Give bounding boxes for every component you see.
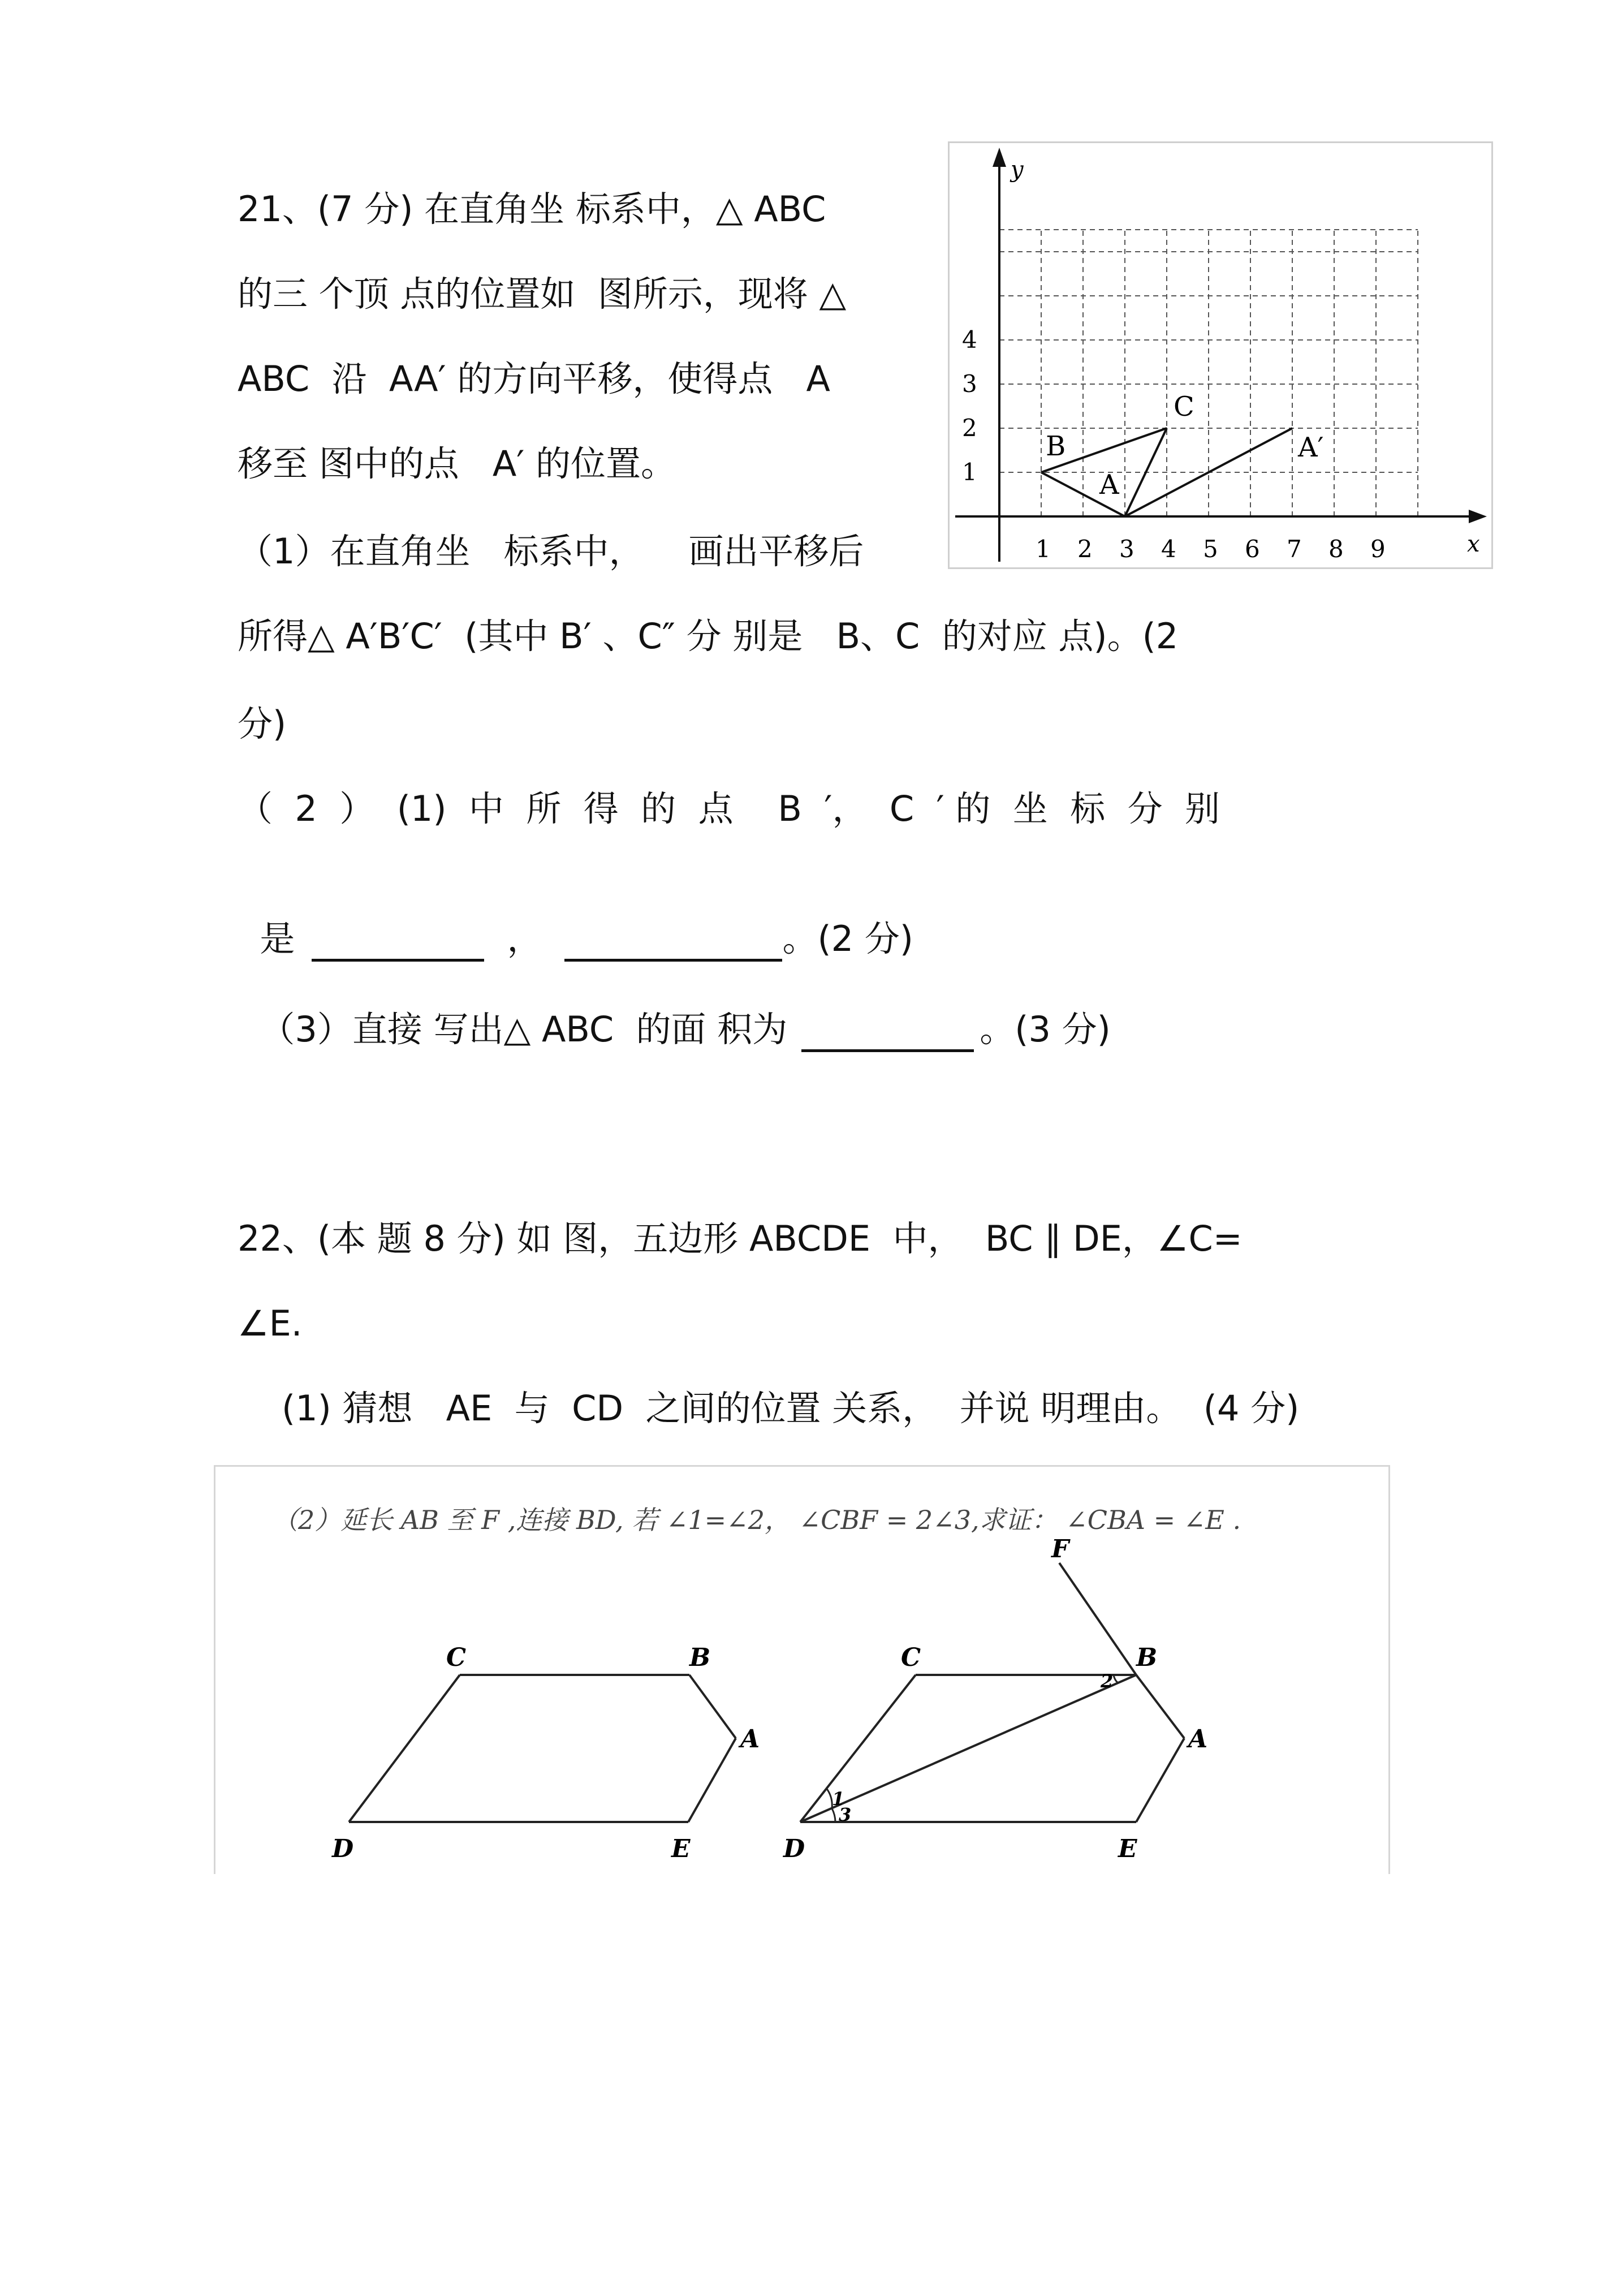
point-label: B	[1046, 430, 1066, 462]
pentagon-figures-svg	[215, 1467, 1388, 1874]
y-tick-label: 4	[962, 326, 977, 354]
angle-arc-1	[826, 1788, 832, 1808]
x-tick-label: 2	[1077, 535, 1093, 563]
segment-ba-2	[1136, 1675, 1184, 1738]
q21-line-10-prefix: （3）直接 写出△ ABC 的面 积为	[260, 1009, 788, 1050]
segment-ae-2	[1136, 1738, 1184, 1822]
q22-line-2: ∠E.	[238, 1303, 303, 1344]
point-label: A	[1099, 469, 1119, 501]
pentagon-figure-panel	[214, 1465, 1390, 1874]
point-label: A′	[1298, 432, 1324, 463]
y-tick-label: 2	[962, 414, 977, 442]
figure-caption: （2）延长 AB 至 F ,连接 BD, 若 ∠1=∠2， ∠CBF = 2∠3,求证： ∠CBA = ∠E .	[272, 1505, 1241, 1535]
q21-line-9-suffix: 。(2 分)	[782, 918, 913, 959]
fig1-label-e: E	[671, 1834, 691, 1863]
q21-line-2: 的三 个顶 点的位置如 图所示，现将 △	[238, 273, 847, 315]
q21-line-3: ABC 沿 AA′ 的方向平移，使得点 A	[238, 358, 830, 399]
fig1-label-c: C	[446, 1643, 467, 1672]
angle-label-2: 2	[1101, 1670, 1114, 1692]
segment-ba	[689, 1675, 736, 1738]
segment-bd	[800, 1675, 1136, 1822]
fig1-label-b: B	[689, 1643, 711, 1672]
coordinate-grid-figure	[948, 141, 1493, 569]
angle-arc-2	[1114, 1675, 1118, 1683]
answer-blank-area[interactable]	[801, 1004, 974, 1052]
segment-bf	[1059, 1563, 1136, 1675]
x-tick-label: 3	[1119, 535, 1134, 563]
q21-line-10	[238, 959, 1111, 1052]
fig2-label-e: E	[1118, 1834, 1137, 1863]
y-tick-label: 3	[962, 370, 977, 398]
x-tick-label: 9	[1370, 535, 1386, 563]
angle-arc-3	[832, 1808, 835, 1822]
pentagon-figure-2	[800, 1563, 1184, 1822]
q22-line-1: 22、(本 题 8 分) 如 图，五边形 ABCDE 中， BC ∥ DE，∠C=	[238, 1218, 1243, 1259]
x-tick-label: 7	[1287, 535, 1302, 563]
angle-label-3: 3	[839, 1804, 852, 1825]
y-axis-label: y	[1011, 157, 1024, 183]
fig2-label-c: C	[901, 1643, 921, 1672]
x-tick-label: 6	[1245, 535, 1260, 563]
q21-line-10-suffix: 。(3 分)	[980, 1009, 1111, 1050]
q21-line-5: （1）在直角坐 标系中， 画出平移后	[238, 531, 864, 572]
pentagon-figure-1	[349, 1675, 736, 1822]
q21-line-4: 移至 图中的点 A′ 的位置。	[238, 443, 676, 484]
q21-line-9-comma: ，	[507, 918, 542, 959]
segment-dc-2	[800, 1675, 916, 1822]
fig1-label-a: A	[740, 1725, 760, 1754]
angle-label-1: 1	[832, 1788, 845, 1810]
point-label: C	[1174, 391, 1194, 423]
q21-line-1: 21、(7 分) 在直角坐 标系中，△ ABC	[238, 188, 826, 230]
answer-blank-b-prime[interactable]	[312, 923, 484, 962]
x-tick-label: 1	[1036, 535, 1051, 563]
q21-line-9	[238, 871, 913, 962]
fig2-label-d: D	[783, 1834, 805, 1863]
q21-line-7: 分)	[238, 703, 287, 744]
q21-line-6: 所得△ A′B′C′ (其中 B′ 、C″ 分 别是 B、C 的对应 点)。(2	[238, 615, 1179, 657]
q21-line-9-prefix: 是	[260, 918, 295, 959]
segment-ae	[688, 1738, 736, 1822]
y-axis-arrow-icon	[993, 148, 1006, 167]
coordinate-grid-svg	[950, 143, 1491, 567]
x-tick-label: 8	[1328, 535, 1344, 563]
x-axis-arrow-icon	[1469, 510, 1487, 523]
fig2-label-a: A	[1188, 1725, 1208, 1754]
y-tick-label: 1	[962, 458, 977, 486]
answer-blank-c-prime[interactable]	[564, 923, 782, 962]
q21-line-8: （ 2 ） (1) 中 所 得 的 点 B ′， C ′ 的 坐 标 分 别	[238, 788, 1220, 829]
segment-dc	[349, 1675, 460, 1822]
fig2-label-f: F	[1051, 1535, 1069, 1563]
x-tick-label: 4	[1161, 535, 1176, 563]
q22-line-3: (1) 猜想 AE 与 CD 之间的位置 关系， 并说 明理由。 (4 分)	[282, 1388, 1300, 1429]
fig2-label-b: B	[1136, 1643, 1158, 1672]
x-axis-label: x	[1467, 531, 1480, 557]
fig1-label-d: D	[332, 1834, 354, 1863]
x-tick-label: 5	[1203, 535, 1218, 563]
